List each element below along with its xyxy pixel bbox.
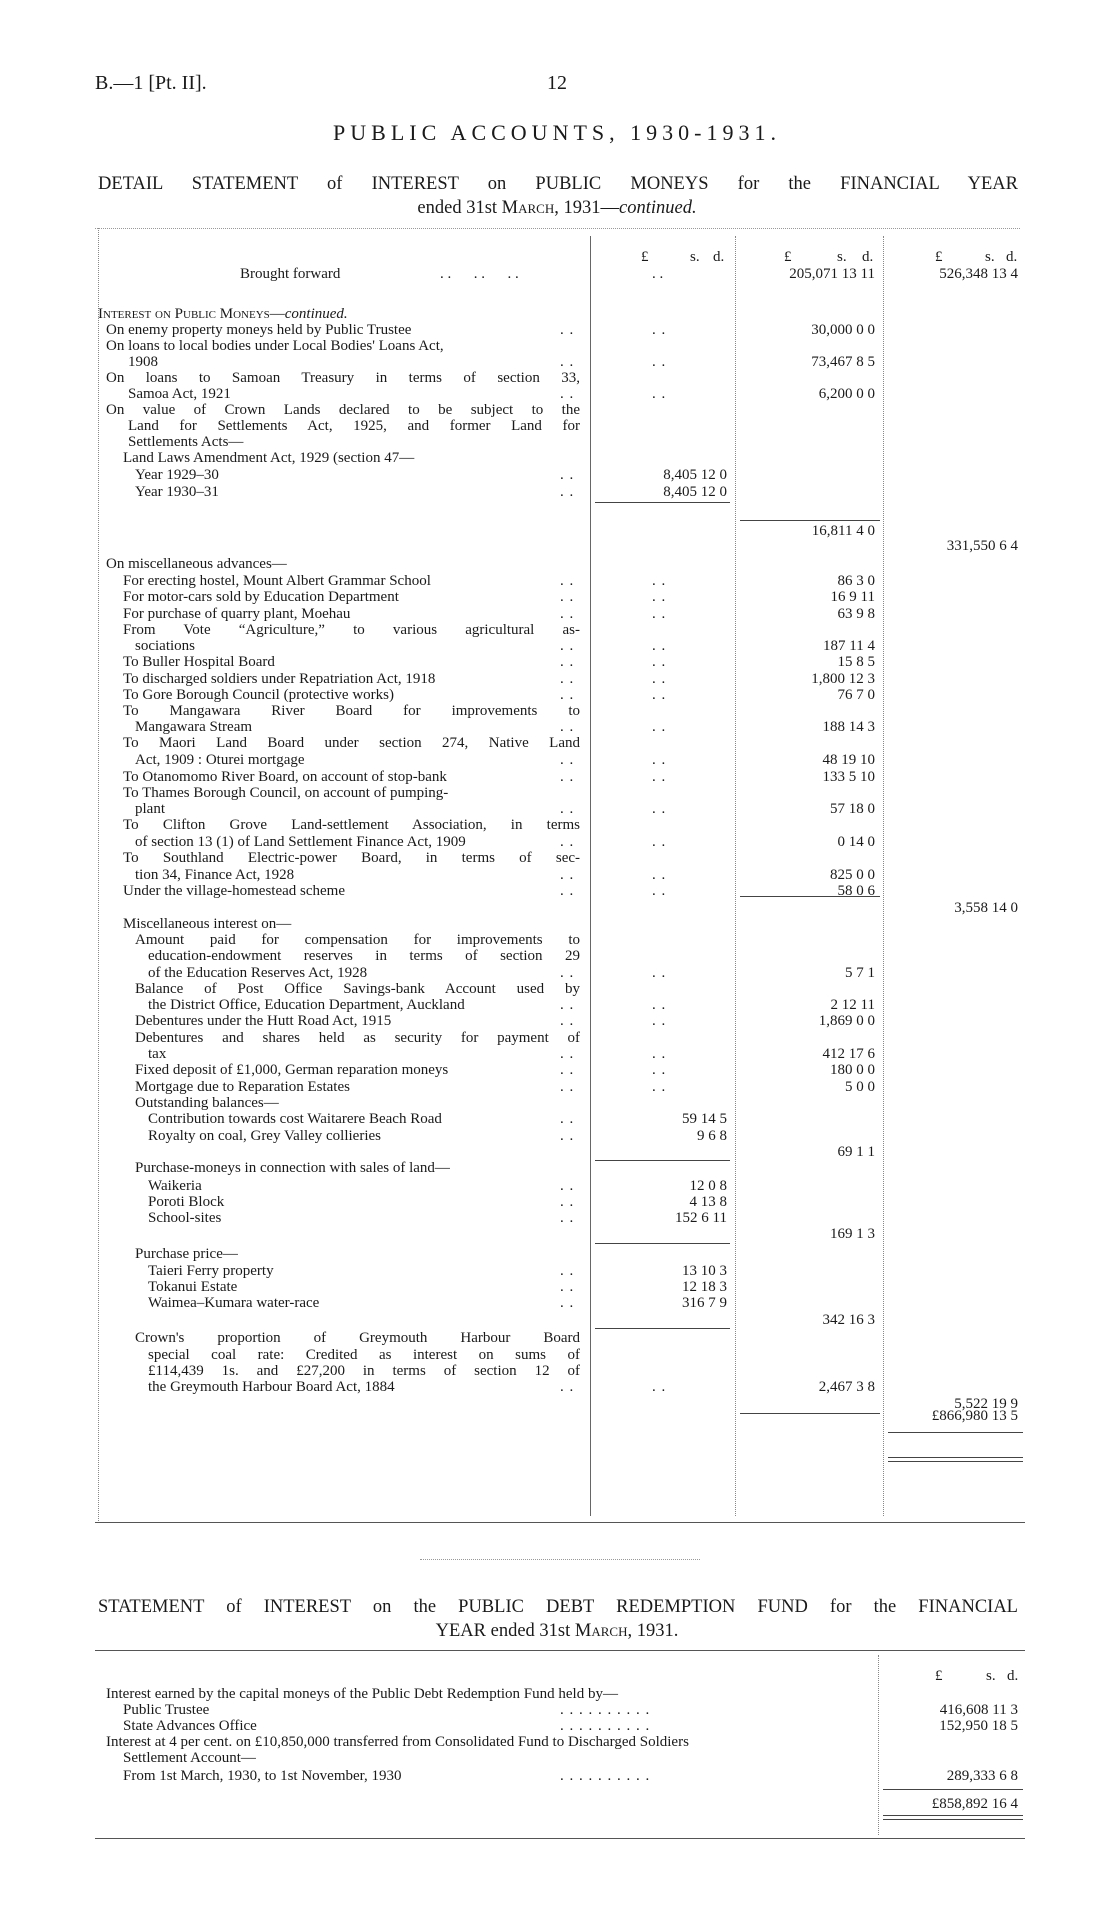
leader-dots: . . — [652, 769, 667, 785]
s2-line-text: Interest earned by the capital moneys of the Public Debt Redemption Fund held by— — [106, 1686, 618, 1702]
leader-dots: . . — [560, 654, 575, 670]
amount-col1: 12 18 3 — [682, 1279, 727, 1295]
amount-col1: 12 0 8 — [689, 1178, 727, 1194]
line-item-text: Contribution towards cost Waitarere Beach Road — [148, 1111, 442, 1127]
subtotal-rule — [595, 1243, 730, 1244]
s2-amount: 416,608 11 3 — [939, 1702, 1018, 1718]
line-item-text: To Clifton Grove Land-settlement Association, in terms — [123, 817, 580, 833]
leader-dots: . . — [560, 834, 575, 850]
statement2-title-line1: STATEMENT of INTEREST on the PUBLIC DEBT REDEMPTION FUND for the FINANCIAL — [98, 1597, 1018, 1617]
subtotal-rule — [740, 896, 880, 897]
line-item-text: On miscellaneous advances— — [106, 556, 287, 572]
statement-title-line1: DETAIL STATEMENT of INTEREST on PUBLIC MONEYS for the FINANCIAL YEAR — [98, 174, 1018, 194]
line-item-text: Amount paid for compensation for improvements to — [135, 932, 580, 948]
line-item-text: special coal rate: Credited as interest on sums of — [148, 1347, 580, 1363]
leader-dots: . . — [652, 354, 667, 370]
s2-pence-header: d. — [1007, 1668, 1019, 1684]
amount-col2: 342 16 3 — [822, 1312, 875, 1328]
line-item-text: Waikeria — [148, 1178, 202, 1194]
amount-col1: 316 7 9 — [682, 1295, 727, 1311]
leader-dots: . . — [652, 1062, 667, 1078]
s2-line-text: Settlement Account— — [123, 1750, 256, 1766]
leader-dots: . . — [652, 801, 667, 817]
table-left-rule — [98, 228, 99, 1523]
amount-col2: 76 7 0 — [837, 687, 875, 703]
col2-pence-header: d. — [862, 249, 874, 265]
leader-dots: . . — [560, 1210, 575, 1226]
leader-dots: . . — [560, 801, 575, 817]
leader-dots: . . — [560, 1295, 575, 1311]
line-item-text: From Vote “Agriculture,” to various agricultural as- — [123, 622, 580, 638]
col3-shillings-header: s. — [985, 249, 995, 265]
leader-dots: . . — [560, 1178, 575, 1194]
leader-dots: . . — [560, 1279, 575, 1295]
amount-col2: 30,000 0 0 — [811, 322, 875, 338]
leader-dots: . . — [652, 867, 667, 883]
subtotal-rule — [883, 1789, 1023, 1790]
amount-col2: 1,869 0 0 — [818, 1013, 875, 1029]
leader-dots: . . — [560, 638, 575, 654]
line-item-text: Balance of Post Office Savings-bank Account used by — [135, 981, 580, 997]
s2-amount: £858,892 16 4 — [931, 1796, 1018, 1812]
amount-col1: 8,405 12 0 — [663, 467, 727, 483]
leader-dots: . . — [560, 1062, 575, 1078]
leader-dots: . . — [652, 1046, 667, 1062]
line-item-text: Land Laws Amendment Act, 1929 (section 47— — [123, 450, 415, 466]
amount-col3: 331,550 6 4 — [946, 538, 1018, 554]
s2-line-text: State Advances Office — [123, 1718, 257, 1734]
line-item-text: Debentures under the Hutt Road Act, 1915 — [135, 1013, 392, 1029]
line-item-text: Taieri Ferry property — [148, 1263, 274, 1279]
line-item-text: To Otanomomo River Board, on account of stop-bank — [123, 769, 447, 785]
line-item-text: of the Education Reserves Act, 1928 — [148, 965, 368, 981]
col2-pounds-header: £ — [784, 249, 792, 265]
amount-col2: 6,200 0 0 — [818, 386, 875, 402]
leader-dots: . . — [560, 965, 575, 981]
amount-col2: 16 9 11 — [830, 589, 875, 605]
leader-dots: . . — [560, 1379, 575, 1395]
line-item-text: Samoa Act, 1921 — [128, 386, 231, 402]
line-item-text: Land for Settlements Act, 1925, and former Land for — [128, 418, 580, 434]
leader-dots: . . — [652, 834, 667, 850]
line-item-text: plant — [135, 801, 165, 817]
line-item-text: Act, 1909 : Oturei mortgage — [135, 752, 305, 768]
amount-col1: 4 13 8 — [689, 1194, 727, 1210]
title-month: March — [501, 198, 555, 218]
leader-dots: . . — [560, 1013, 575, 1029]
line-item-text: Poroti Block — [148, 1194, 225, 1210]
amount-col2: 15 8 5 — [837, 654, 875, 670]
line-item-text: To Gore Borough Council (protective works) — [123, 687, 394, 703]
line-item-text: For motor-cars sold by Education Department — [123, 589, 399, 605]
leader-dots: . . — [560, 1194, 575, 1210]
line-item-text: To Maori Land Board under section 274, Native Land — [123, 735, 580, 751]
col3-pounds-header: £ — [935, 249, 943, 265]
amount-col2: 187 11 4 — [823, 638, 875, 654]
line-item-text: Settlements Acts— — [128, 434, 244, 450]
column-divider — [590, 236, 591, 1516]
leader-dots: . . — [652, 752, 667, 768]
leader-dots: . . — [560, 467, 575, 483]
leader-dots: . . . . . . . . . . — [560, 1718, 651, 1734]
col2-shillings-header: s. — [837, 249, 847, 265]
line-item-text: On loans to Samoan Treasury in terms of section 33, — [106, 370, 580, 386]
amount-col2: 169 1 3 — [830, 1226, 875, 1242]
leader-dots: . . — [560, 1111, 575, 1127]
line-item-text: the District Office, Education Department, Auckland — [148, 997, 465, 1013]
section-heading — [98, 306, 348, 323]
s2-line-text: Public Trustee — [123, 1702, 210, 1718]
leader-dots: . . — [560, 671, 575, 687]
line-item-text: To Buller Hospital Board — [123, 654, 275, 670]
line-item-text: Outstanding balances— — [135, 1095, 279, 1111]
leader-dots: . . — [560, 867, 575, 883]
line-item-text: On enemy property moneys held by Public Trustee — [106, 322, 412, 338]
amount-col1: 152 6 11 — [675, 1210, 727, 1226]
line-item-text: On value of Crown Lands declared to be subject to the — [106, 402, 580, 418]
statement2-bottom-rule — [95, 1838, 1025, 1839]
line-item-text: For erecting hostel, Mount Albert Grammar School — [123, 573, 431, 589]
line-item-text: Fixed deposit of £1,000, German reparation moneys — [135, 1062, 449, 1078]
leader-dots: . . — [560, 606, 575, 622]
leader-dots: . . — [652, 719, 667, 735]
amount-col2: 1,800 12 3 — [811, 671, 875, 687]
amount-col2: 16,811 4 0 — [811, 523, 875, 539]
column-divider — [883, 236, 884, 1516]
leader-dots: . . — [560, 883, 575, 899]
leader-dots: . . — [560, 322, 575, 338]
amount-col2: 57 18 0 — [830, 801, 875, 817]
table-bottom-rule — [95, 1522, 1025, 1523]
leader-dots: . . — [560, 997, 575, 1013]
line-item-text: Royalty on coal, Grey Valley collieries — [148, 1128, 381, 1144]
title-continued: continued. — [619, 198, 697, 218]
amount-col1: 59 14 5 — [682, 1111, 727, 1127]
s2-shillings-header: s. — [986, 1668, 996, 1684]
amount-col2: 58 0 6 — [837, 883, 875, 899]
brought-forward-label: Brought forward — [240, 266, 341, 282]
leader-dots: . . . . . . . . . . — [560, 1768, 651, 1784]
leader-dots: . . — [560, 386, 575, 402]
leader-dots: . . — [560, 687, 575, 703]
amount-col2: 188 14 3 — [822, 719, 875, 735]
s2-pounds-header: £ — [935, 1668, 943, 1684]
leader-dots: . . — [652, 573, 667, 589]
line-item-text: Tokanui Estate — [148, 1279, 238, 1295]
leader-dots: . . — [560, 1263, 575, 1279]
line-item-text: School-sites — [148, 1210, 222, 1226]
leader-dots: . . — [560, 484, 575, 500]
amount-col2: 825 0 0 — [830, 867, 875, 883]
subtotal-rule — [595, 502, 730, 503]
col1-pounds-header: £ — [641, 249, 649, 265]
line-item-text: On loans to local bodies under Local Bodies' Loans Act, — [106, 338, 444, 354]
leader-dots: . . — [560, 354, 575, 370]
column-divider — [878, 1655, 879, 1835]
leader-dots: . . — [560, 589, 575, 605]
leader-dots: . . — [560, 573, 575, 589]
subtotal-rule — [888, 1432, 1023, 1433]
amount-col2: 73,467 8 5 — [811, 354, 875, 370]
leader-dots: . . — [652, 1013, 667, 1029]
table-top-rule — [95, 228, 1020, 229]
statement-title-line2 — [0, 198, 1114, 219]
line-item-text: To Thames Borough Council, on account of pumping- — [123, 785, 449, 801]
amount-col2: 63 9 8 — [837, 606, 875, 622]
line-item-text: Debentures and shares held as security for payment of — [135, 1030, 580, 1046]
line-item-text: Crown's proportion of Greymouth Harbour Board — [135, 1330, 580, 1346]
line-item-text: Year 1930–31 — [135, 484, 219, 500]
leader-dots: . . — [560, 1128, 575, 1144]
leader-dots: . . — [560, 719, 575, 735]
leader-dots: . . — [652, 589, 667, 605]
page-title: PUBLIC ACCOUNTS, 1930-1931. — [333, 120, 781, 145]
statement2-title-line2 — [0, 1621, 1114, 1642]
leader-dots: . . — [652, 386, 667, 402]
subtotal-rule — [595, 1160, 730, 1161]
amount-col2: 5 0 0 — [845, 1079, 875, 1095]
page-number: 12 — [547, 72, 567, 94]
brought-forward-col3: 526,348 13 4 — [939, 266, 1018, 282]
leader-dots: . . — [652, 687, 667, 703]
amount-col2: 69 1 1 — [837, 1144, 875, 1160]
line-item-text: the Greymouth Harbour Board Act, 1884 — [148, 1379, 395, 1395]
line-item-text: To discharged soldiers under Repatriation Act, 1918 — [123, 671, 436, 687]
amount-col1: 13 10 3 — [682, 1263, 727, 1279]
col1-pence-header: d. — [713, 249, 725, 265]
separator-rule — [420, 1559, 700, 1560]
grand-total-rule — [888, 1457, 1023, 1462]
line-item-text: Under the village-homestead scheme — [123, 883, 345, 899]
leader-dots: . . — [560, 1079, 575, 1095]
line-item-text: Year 1929–30 — [135, 467, 219, 483]
leader-dots: . . — [652, 965, 667, 981]
line-item-text: For purchase of quarry plant, Moehau — [123, 606, 351, 622]
document-code: B.—1 [Pt. II]. — [95, 72, 207, 94]
amount-col2: 2 12 11 — [830, 997, 875, 1013]
col3-pence-header: d. — [1006, 249, 1018, 265]
leader-dots: . . — [652, 322, 667, 338]
line-item-text: Purchase price— — [135, 1246, 238, 1262]
leader-dots: . . — [652, 1079, 667, 1095]
leader-dots: . . — [652, 883, 667, 899]
subtotal-rule — [740, 520, 880, 521]
leader-dots: . . — [652, 606, 667, 622]
line-item-text: Mangawara Stream — [135, 719, 253, 735]
leader-dots: . . . . . . — [440, 266, 519, 282]
amount-col2: 133 5 10 — [822, 769, 875, 785]
line-item-text: Purchase-moneys in connection with sales of land— — [135, 1160, 450, 1176]
subtotal-rule — [740, 1413, 880, 1414]
amount-col2: 48 19 10 — [822, 752, 875, 768]
title-suffix: , 1931— — [554, 198, 619, 218]
column-divider — [735, 236, 736, 1516]
amount-col1: 8,405 12 0 — [663, 484, 727, 500]
line-item-text: Mortgage due to Reparation Estates — [135, 1079, 350, 1095]
leader-dots: . . — [652, 638, 667, 654]
amount-col2: 0 14 0 — [837, 834, 875, 850]
line-item-text: To Mangawara River Board for improvements to — [123, 703, 580, 719]
line-item-text: Miscellaneous interest on— — [123, 916, 292, 932]
grand-total-rule — [883, 1815, 1023, 1820]
amount-col3: 5,522 19 9 — [954, 1396, 1018, 1412]
amount-col2: 412 17 6 — [822, 1046, 875, 1062]
amount-col3: £866,980 13 5 — [931, 1408, 1018, 1424]
title-suffix: , 1931. — [627, 1621, 679, 1641]
leader-dots: . . — [560, 752, 575, 768]
title-prefix: ended 31st — [417, 198, 502, 218]
leader-dots: . . — [652, 654, 667, 670]
leader-dots: . . — [652, 1379, 667, 1395]
leader-dots: . . — [652, 266, 664, 282]
title-month: March — [574, 1621, 628, 1641]
amount-col2: 2,467 3 8 — [818, 1379, 875, 1395]
line-item-text: Waimea–Kumara water-race — [148, 1295, 320, 1311]
s2-line-text: From 1st March, 1930, to 1st November, 1930 — [123, 1768, 402, 1784]
line-item-text: tax — [148, 1046, 167, 1062]
section-heading-continued: continued. — [284, 306, 348, 322]
line-item-text: £114,439 1s. and £27,200 in terms of section 12 of — [148, 1363, 580, 1379]
s2-amount: 152,950 18 5 — [939, 1718, 1018, 1734]
amount-col2: 5 7 1 — [845, 965, 875, 981]
title-prefix: YEAR ended 31st — [435, 1621, 575, 1641]
section-heading-text: Interest on Public Moneys— — [98, 306, 285, 322]
brought-forward-col2: 205,071 13 11 — [789, 266, 875, 282]
leader-dots: . . — [560, 1046, 575, 1062]
col1-shillings-header: s. — [690, 249, 700, 265]
line-item-text: tion 34, Finance Act, 1928 — [135, 867, 295, 883]
amount-col2: 86 3 0 — [837, 573, 875, 589]
leader-dots: . . — [652, 997, 667, 1013]
line-item-text: of section 13 (1) of Land Settlement Finance Act, 1909 — [135, 834, 466, 850]
line-item-text: education-endowment reserves in terms of section 29 — [148, 948, 580, 964]
amount-col2: 180 0 0 — [830, 1062, 875, 1078]
leader-dots: . . — [560, 769, 575, 785]
amount-col1: 9 6 8 — [697, 1128, 727, 1144]
amount-col3: 3,558 14 0 — [954, 900, 1018, 916]
line-item-text: sociations — [135, 638, 195, 654]
s2-amount: 289,333 6 8 — [946, 1768, 1018, 1784]
leader-dots: . . . . . . . . . . — [560, 1702, 651, 1718]
s2-line-text: Interest at 4 per cent. on £10,850,000 transferred from Consolidated Fund to Discharged Soldiers — [106, 1734, 689, 1750]
leader-dots: . . — [652, 671, 667, 687]
line-item-text: To Southland Electric-power Board, in terms of sec- — [123, 850, 580, 866]
line-item-text: 1908 — [128, 354, 158, 370]
statement2-top-rule — [95, 1650, 1025, 1651]
subtotal-rule — [595, 1328, 730, 1329]
